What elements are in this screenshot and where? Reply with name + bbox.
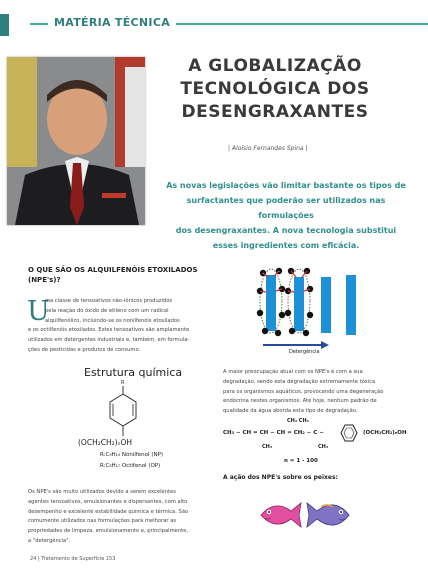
body-line: endócrina nestes organismos. Até hoje, nenhum padrão de [223,398,377,405]
body-line: e os octilfenóis etoxilados. Estes tensoativos são amplamente [28,327,190,333]
paragraph-degradation [223,368,409,417]
lead-line: surfactantes que poderão ser utilizados nas formulações [186,196,386,220]
bar-blue [266,275,276,331]
equation-n-range: n = 1 - 100 [284,458,318,464]
body-line: pela reação do óxido de etileno com um radical [45,307,169,314]
heading-line: O QUE SÃO OS ALQUILFENÓIS ETOXILADOS [28,266,198,274]
equation-ethoxylate-chain: (OCH₂CH₂)ₙOH [363,430,407,436]
svg-text:−: − [277,269,281,274]
body-line: A maior preocupação atual com os NPE's é com a sua [223,369,363,375]
purple-fish-icon [307,503,349,527]
structure-r-label: R [121,380,125,386]
body-line: Os NPE's são muito utilizados devido a serem excelentes [28,489,176,495]
article-title [175,55,375,124]
body-line: degradação, sendo esta degradação extremamente tóxica [223,378,376,385]
section-heading [28,265,208,285]
title-line: TECNOLÓGICA DOS [180,79,370,99]
title-line: DESENGRAXANTES [181,102,369,122]
lead-line: As novas legislações vão limitar bastante os tipos de [166,181,406,190]
intro-paragraph-bottom [28,326,208,355]
body-line: comumente utilizados nas formulações para melhorar as [28,518,177,525]
lead-paragraph [160,178,412,253]
intro-paragraph-top [45,297,207,326]
body-line: agentes tensoativos, emulsionantes e dispersantes, com alto [28,498,188,505]
lead-line: dos desengraxantes. A nova tecnologia substitui [175,226,397,235]
paragraph-npe-use [28,488,208,547]
structure-title: Estrutura química [84,366,183,379]
svg-text:−: − [261,271,265,276]
bar-blue [294,277,304,331]
equation-bottom-left: CH₃ [262,444,273,450]
body-line: para os organismos aquáticos, provocando uma degeneração [223,388,384,395]
body-line: desempenho e excelente estabilidade química e térmica. São [28,508,189,515]
section-header [30,14,428,34]
equation-bottom-right: CH₃ [318,444,329,450]
page-footer: 24 | Tratamento de Superfície 153 [30,556,116,562]
structure-op: R:C₈H₁₇ Octifenol (OP) [100,463,161,469]
benzene-ring-diagram [106,386,140,438]
equation-top-substituents: CH₃ CH₃ [287,418,309,424]
structure-formula: (OCH₂CH₂)ₙOH [78,438,133,447]
equation-main-chain: CH₃ − CH = CH − CH = CH₂ − C − [223,430,324,436]
body-line: qualidade da água aborda esta tipo de degradação. [223,408,358,415]
body-line: propriedades de limpeza, emulsionamento e, principalmente, [28,528,189,535]
pink-fish-icon [261,503,301,527]
body-line: ções de pesticidas e produtos de consumo. [28,346,141,353]
bar-blue [321,277,331,333]
body-line: ma classe de tensoativos não-iônicos produzidos [45,298,173,304]
heading-line: (NPE's)? [28,276,61,284]
fish-illustration [255,493,355,537]
body-line: utilizados em detergentes industriais e, também, em formula- [28,336,190,343]
micelle-group [260,269,356,335]
bar-blue [346,275,356,335]
byline: | Aloísio Fernandes Spina | [228,145,308,152]
diagram-caption: Detergência [289,349,320,355]
section-label: MATÉRIA TÉCNICA [48,16,176,29]
lead-line: esses ingredientes com eficácia. [212,241,360,250]
structure-np: R:C₉H₁₉ Nonilfenol (NP) [100,452,164,458]
author-photo [7,57,145,225]
equation-benzene-ring [337,421,361,445]
title-line: A GLOBALIZAÇÃO [188,56,362,76]
body-line: alquilfenólico, incluindo-se os nonilfenóis etoxilados [45,317,180,324]
detergency-diagram [255,263,365,349]
fish-caption: A ação dos NPE's sobre os peixes: [223,474,338,481]
body-line: a "detergência". [28,537,71,544]
drop-cap: U [27,296,50,327]
section-corner-tab [0,14,9,36]
